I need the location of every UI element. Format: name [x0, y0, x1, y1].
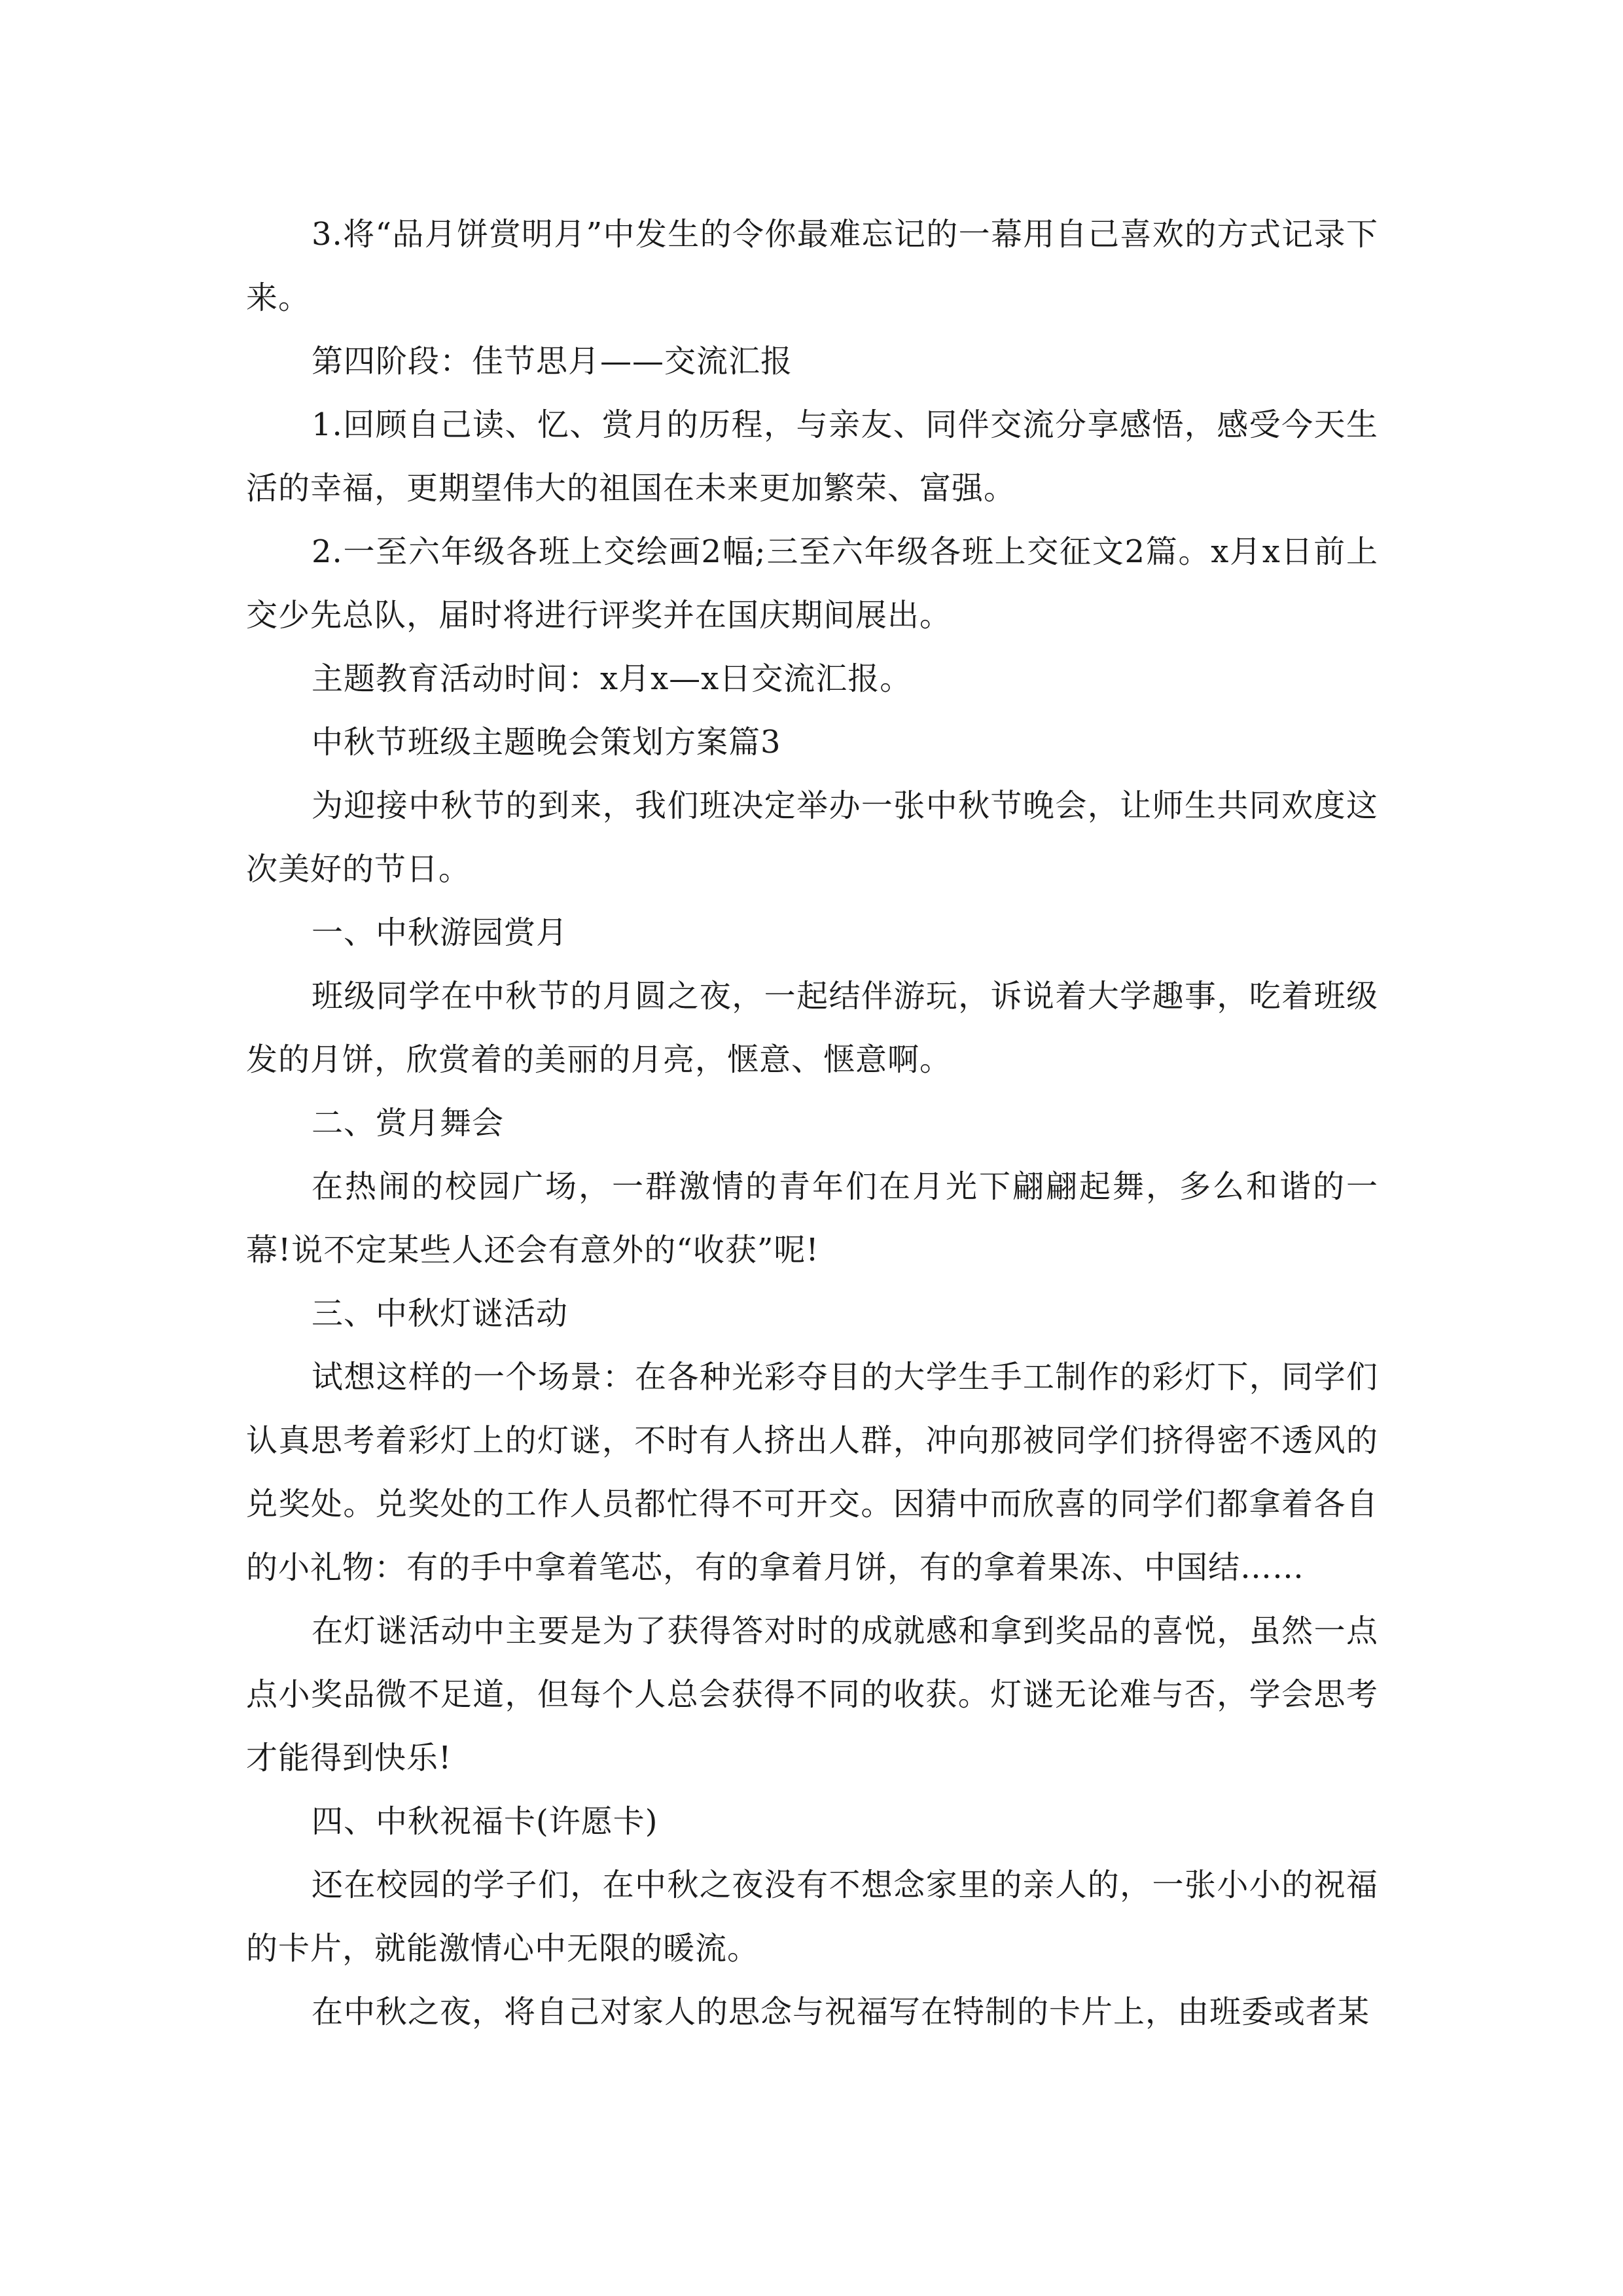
paragraph-record-memory: 3.将“品月饼赏明月”中发生的令你最难忘记的一幕用自己喜欢的方式记录下来。: [246, 216, 1378, 316]
paragraph-submit-works: 2.一至六年级各班上交绘画2幅;三至六年级各班上交征文2篇。x月x日前上交少先总队，届时将进行评奖并在国庆期间展出。: [246, 533, 1378, 634]
paragraph-section-4a: 还在校园的学子们，在中秋之夜没有不想念家里的亲人的，一张小小的祝福的卡片，就能激情心中无限的暖流。: [246, 1867, 1378, 1967]
paragraph-section-2: 在热闹的校园广场，一群激情的青年们在月光下翩翩起舞，多么和谐的一幕!说不定某些人还会有意外的“收获”呢!: [246, 1168, 1378, 1268]
paragraph-intro: 为迎接中秋节的到来，我们班决定举办一张中秋节晚会，让师生共同欢度这次美好的节日。: [246, 787, 1378, 888]
paragraph-section-3a: 试想这样的一个场景：在各种光彩夺目的大学生手工制作的彩灯下，同学们认真思考着彩灯上的灯谜，不时有人挤出人群，冲向那被同学们挤得密不透风的兑奖处。兑奖处的工作人员都忙得不可开交。因猜中而欣喜的同学们都拿着各自的小礼物：有的手中拿着笔芯，有的拿着月饼，有的拿着果冻、中国结……: [246, 1359, 1378, 1586]
paragraph-review-experience: 1.回顾自己读、忆、赏月的历程，与亲友、同伴交流分享感悟，感受今天生活的幸福，更期望伟大的祖国在未来更加繁荣、富强。: [246, 406, 1378, 507]
heading-section-2: 二、赏月舞会: [312, 1105, 505, 1141]
paragraph-section-3b: 在灯谜活动中主要是为了获得答对时的成就感和拿到奖品的喜悦，虽然一点点小奖品微不足道，但每个人总会获得不同的收获。灯谜无论难与否，学会思考才能得到快乐!: [246, 1613, 1378, 1776]
paragraph-section-1: 班级同学在中秋节的月圆之夜，一起结伴游玩，诉说着大学趣事，吃着班级发的月饼，欣赏着的美丽的月亮，惬意、惬意啊。: [246, 978, 1378, 1078]
heading-section-4: 四、中秋祝福卡(许愿卡): [312, 1803, 658, 1840]
paragraph-section-4b: 在中秋之夜，将自己对家人的思念与祝福写在特制的卡片上，由班委或者某: [312, 1994, 1370, 2030]
paragraph-activity-time: 主题教育活动时间：x月x—x日交流汇报。: [312, 660, 912, 697]
heading-section-3: 三、中秋灯谜活动: [312, 1295, 569, 1332]
document-page: [246, 203, 1378, 2044]
heading-section-1: 一、中秋游园赏月: [312, 914, 569, 951]
heading-plan-3: 中秋节班级主题晚会策划方案篇3: [312, 724, 781, 761]
heading-stage-four: 第四阶段：佳节思月——交流汇报: [312, 343, 793, 380]
